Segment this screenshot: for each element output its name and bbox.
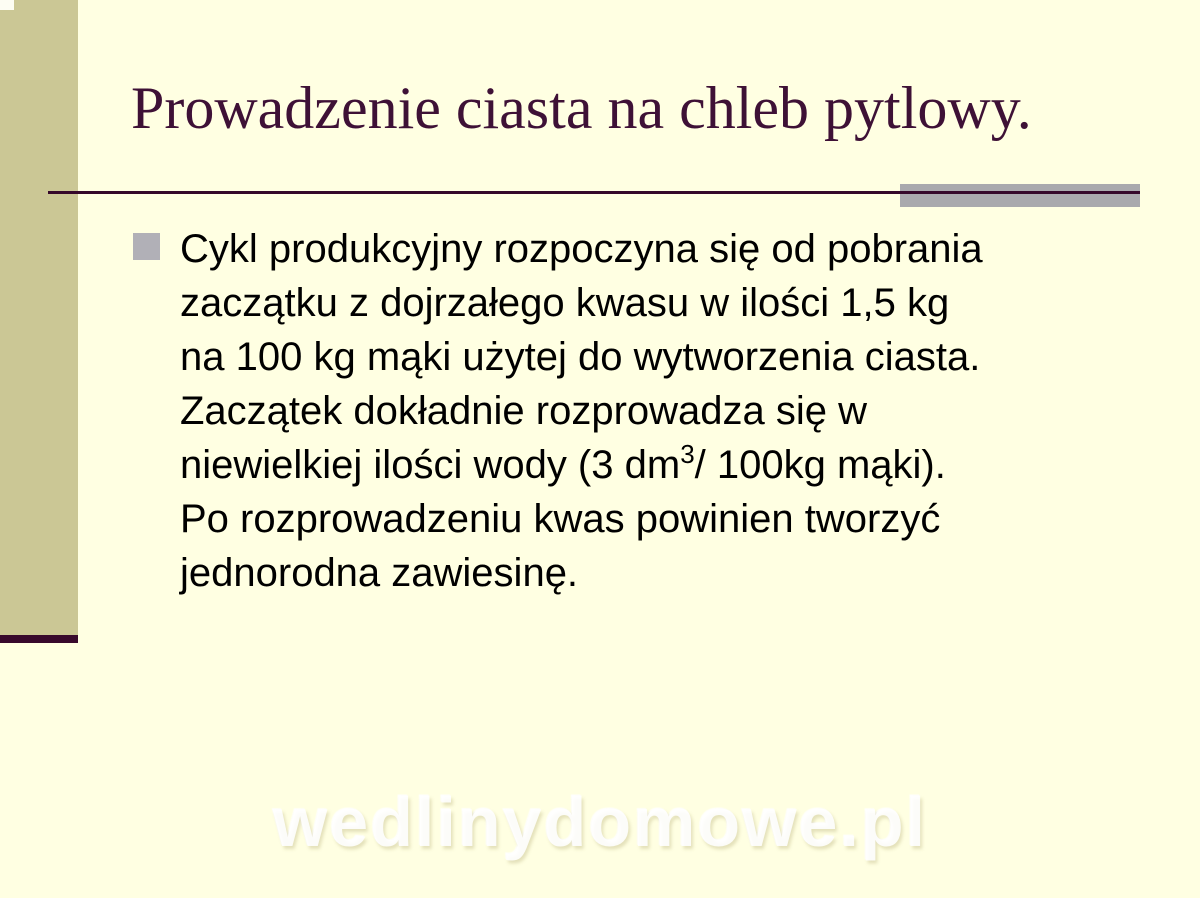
slide-title: Prowadzenie ciasta na chleb pytlowy.	[131, 75, 1032, 141]
bullet-paragraph	[180, 222, 983, 600]
corner-white-square	[0, 0, 14, 10]
bullet-text-segment: niewielkiej ilości wody (3 dm	[180, 443, 681, 487]
bullet-text-line: Cykl produkcyjny rozpoczyna się od pobrania	[180, 227, 983, 271]
sidebar-olive-bar	[0, 0, 78, 635]
bullet-text-line: Po rozprowadzeniu kwas powinien tworzyć	[180, 497, 941, 541]
bullet-text-line	[180, 438, 983, 492]
bullet-text-line: zaczątku z dojrzałego kwasu w ilości 1,5 kg	[180, 281, 950, 325]
title-underline-rule	[48, 191, 1140, 194]
bullet-text-line: na 100 kg mąki użytej do wytworzenia ciasta.	[180, 335, 981, 379]
bullet-text-line: Zaczątek dokładnie rozprowadza się w	[180, 389, 868, 433]
bullet-text-segment: / 100kg mąki).	[694, 443, 946, 487]
title-accent-bar	[900, 184, 1140, 207]
superscript-3: 3	[680, 439, 695, 469]
watermark: wedlinydomowe.pl	[272, 783, 928, 861]
bullet-square-icon	[133, 233, 160, 260]
bullet-text-line: jednorodna zawiesinę.	[180, 551, 579, 595]
sidebar-bottom-bar	[0, 635, 78, 643]
